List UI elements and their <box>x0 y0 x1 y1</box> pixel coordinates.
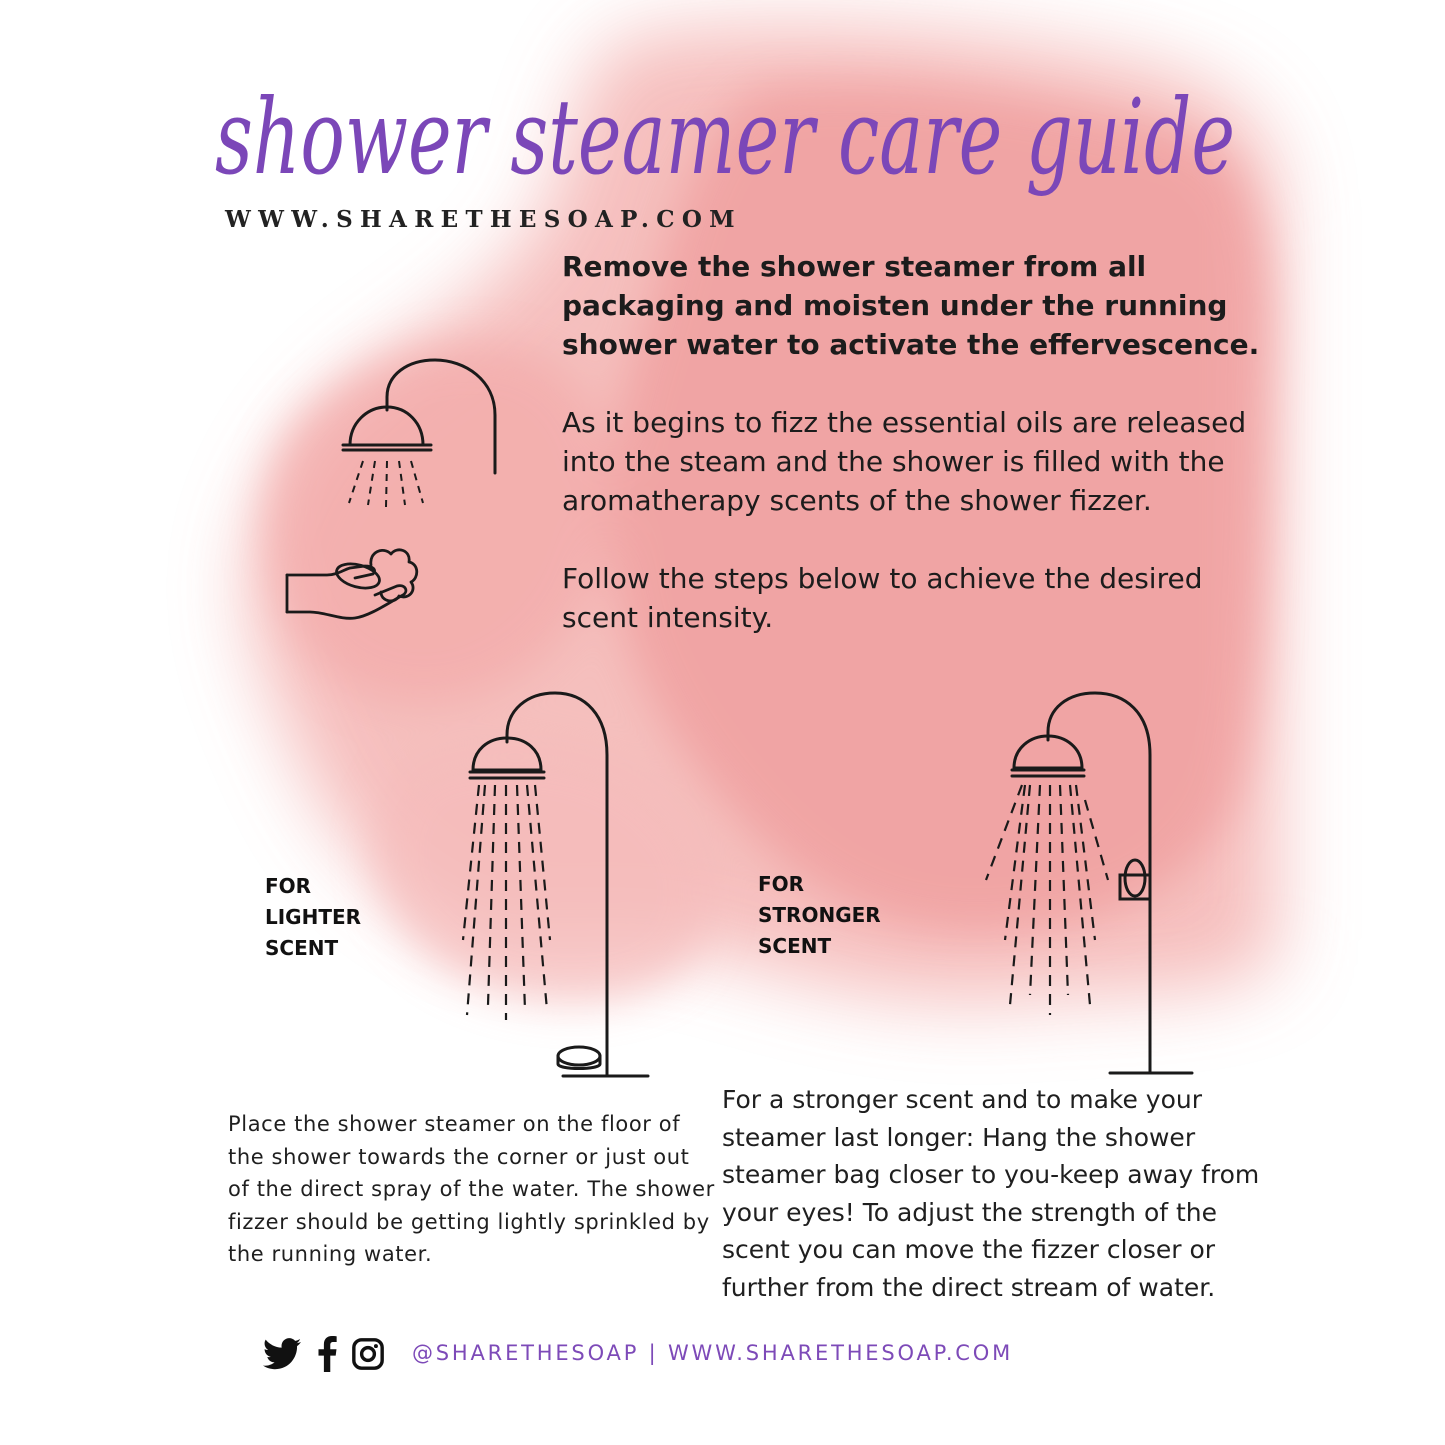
stronger-scent-label <box>758 869 881 962</box>
footer-handles[interactable]: @SHARETHESOAP | WWW.SHARETHESOAP.COM <box>412 1341 1014 1365</box>
intro-step-2: As it begins to fizz the essential oils are released into the steam and the shower is filled with the aromatherapy scents of the shower fizzer. <box>562 406 1247 517</box>
intro-step-1: Remove the shower steamer from all packaging and moisten under the running shower water to activate the effervescence. <box>562 250 1260 361</box>
stronger-label-line: SCENT <box>758 934 832 958</box>
facebook-icon[interactable] <box>317 1336 337 1372</box>
lighter-label-line: FOR <box>265 874 312 898</box>
lighter-scent-label <box>265 871 361 964</box>
lighter-scent-shower-icon <box>455 690 655 1082</box>
lighter-label-line: SCENT <box>265 936 339 960</box>
stronger-label-line: STRONGER <box>758 903 881 927</box>
social-icons <box>263 1334 393 1374</box>
lighter-label-line: LIGHTER <box>265 905 362 929</box>
site-url: WWW.SHARETHESOAP.COM <box>225 206 742 233</box>
stronger-scent-description: For a stronger scent and to make your steamer last longer: Hang the shower steamer bag closer to you-keep away from your eyes! To adjust the strength of the scent you can move the fizzer closer or further from the direct stream of water. <box>722 1085 1260 1302</box>
hand-with-fizzer-icon <box>285 540 425 625</box>
page-title-text: shower steamer care guide <box>215 76 1235 198</box>
stronger-label-line: FOR <box>758 872 805 896</box>
stronger-scent-shower-icon <box>980 690 1195 1082</box>
shower-head-icon <box>335 355 505 515</box>
intro-text <box>562 247 1282 676</box>
intro-step-3: Follow the steps below to achieve the desired scent intensity. <box>562 562 1203 634</box>
instagram-icon[interactable] <box>351 1337 385 1371</box>
lighter-scent-description: Place the shower steamer on the floor of the shower towards the corner or just out of the direct spray of the water. The shower fizzer should be getting lightly sprinkled by the running water. <box>228 1112 715 1267</box>
twitter-icon[interactable] <box>263 1338 301 1370</box>
